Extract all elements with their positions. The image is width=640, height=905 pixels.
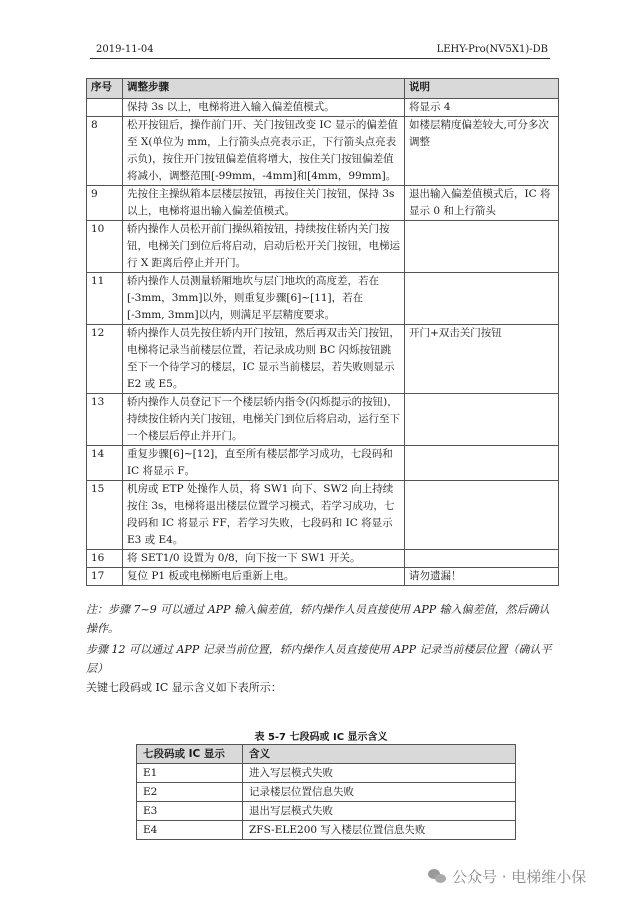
step-text: 机房或 ETP 处操作人员，将 SW1 向下、SW2 向上持续按住 3s，电梯将退出楼层位置学习模式，若学习成功，七段码和 IC 将显示 FF，若学习失败，七段码和 IC 将显示 E3 或 E4。 <box>123 481 405 550</box>
step-text: 将 SET1/0 设置为 0/8，向下按一下 SW1 开关。 <box>123 550 405 568</box>
display-code: E1 <box>137 764 243 783</box>
watermark <box>428 866 586 887</box>
step-number <box>87 99 123 117</box>
step-text: 轿内操作人员测量轿厢地坎与层门地坎的高度差，若在[-3mm，3mm]以外，则重复步骤[6]~[11]，若在[-3mm, 3mm]以内，则满足平层精度要求。 <box>123 273 405 325</box>
display-meaning: ZFS-ELE200 写入楼层位置信息失败 <box>243 821 516 840</box>
page-header <box>96 44 548 55</box>
col-header-code: 七段码或 IC 显示 <box>137 745 243 764</box>
header-date: 2019-11-04 <box>96 44 154 55</box>
table-row <box>87 568 559 586</box>
table-row <box>87 325 559 394</box>
sub-table-intro: 关键七段码或 IC 显示含义如下表所示： <box>86 681 282 694</box>
step-number: 15 <box>87 481 123 550</box>
wechat-icon <box>428 869 446 885</box>
step-text: 保持 3s 以上，电梯将进入输入偏差值模式。 <box>123 99 405 117</box>
step-note <box>405 481 559 550</box>
step-note: 开门+双击关门按钮 <box>405 325 559 394</box>
header-doc-id: LEHY-Pro(NV5X1)-DB <box>436 44 548 55</box>
step-number: 16 <box>87 550 123 568</box>
table-row <box>87 186 559 221</box>
step-note: 退出输入偏差值模式后，IC 将显示 0 和上行箭头 <box>405 186 559 221</box>
step-number: 13 <box>87 394 123 446</box>
step-note: 将显示 4 <box>405 99 559 117</box>
step-note <box>405 273 559 325</box>
note-app-record: 步骤 12 可以通过 APP 记录当前位置，轿内操作人员直接使用 APP 记录当前楼层位置（确认平层） <box>86 643 552 675</box>
step-note <box>405 550 559 568</box>
display-code: E3 <box>137 802 243 821</box>
step-number: 9 <box>87 186 123 221</box>
adjustment-steps-table <box>86 78 559 586</box>
step-number: 17 <box>87 568 123 586</box>
table-row <box>87 481 559 550</box>
display-meaning: 进入写层模式失败 <box>243 764 516 783</box>
display-meaning: 记录楼层位置信息失败 <box>243 783 516 802</box>
step-text: 松开按钮后，操作前门开、关门按钮改变 IC 显示的偏差值至 X(单位为 mm，上行箭头点亮表示正，下行箭头点亮表示负)，按住开门按钮偏差值将增大，按住关门按钮偏差值将减小，调整范围[-99mm，-4mm]和[4mm，99mm]。 <box>123 117 405 186</box>
step-number: 11 <box>87 273 123 325</box>
step-note: 请勿遗漏！ <box>405 568 559 586</box>
step-number: 12 <box>87 325 123 394</box>
step-text: 重复步骤[6]~[12]，直至所有楼层都学习成功，七段码和 IC 将显示 F。 <box>123 446 405 481</box>
table-row <box>137 802 516 821</box>
col-header-note: 说明 <box>405 79 559 99</box>
step-text: 先按住主操纵箱本层楼层按钮，再按住关门按钮，保持 3s 以上，电梯将退出输入偏差值模式。 <box>123 186 405 221</box>
table-row <box>87 394 559 446</box>
step-text: 轿内操作人员松开前门操纵箱按钮，持续按住轿内关门按钮，电梯关门到位后将启动，启动后松开关门按钮，电梯运行 X 距离后停止并开门。 <box>123 221 405 273</box>
table-row <box>87 221 559 273</box>
col-header-step: 调整步骤 <box>123 79 405 99</box>
header-rule <box>90 58 550 59</box>
table-row <box>87 550 559 568</box>
note-apt-offset: 注：步骤 7~9 可以通过 APP 输入偏差值，轿内操作人员直接使用 APP 输入偏差值，然后确认操作。 <box>86 603 550 635</box>
table-row <box>137 821 516 840</box>
table-header-row <box>137 745 516 764</box>
display-code: E4 <box>137 821 243 840</box>
step-number: 8 <box>87 117 123 186</box>
table-header-row <box>87 79 559 99</box>
col-header-no: 序号 <box>87 79 123 99</box>
step-note <box>405 394 559 446</box>
display-meaning-table <box>136 744 516 840</box>
display-meaning: 退出写层模式失败 <box>243 802 516 821</box>
step-note <box>405 221 559 273</box>
step-text: 轿内操作人员登记下一个楼层轿内指令(闪烁提示的按钮)，持续按住轿内关门按钮，电梯关门到位后将启动，运行至下一个楼层后停止并开门。 <box>123 394 405 446</box>
step-text: 复位 P1 板或电梯断电后重新上电。 <box>123 568 405 586</box>
display-code: E2 <box>137 783 243 802</box>
sub-table-caption: 表 5-7 七段码或 IC 显示含义 <box>254 732 388 743</box>
table-row <box>87 99 559 117</box>
watermark-text: 公众号 · 电梯维小保 <box>452 868 587 886</box>
table-row <box>87 273 559 325</box>
col-header-meaning: 含义 <box>243 745 516 764</box>
table-row <box>137 783 516 802</box>
table-row <box>87 446 559 481</box>
table-row <box>137 764 516 783</box>
step-text: 轿内操作人员先按住轿内开门按钮，然后再双击关门按钮，电梯将记录当前楼层位置，若记录成功则 BC 闪烁按钮跳至下一个待学习的楼层，IC 显示当前楼层，若失败则显示 E2 或 E5。 <box>123 325 405 394</box>
step-note: 如楼层精度偏差较大,可分多次调整 <box>405 117 559 186</box>
step-number: 14 <box>87 446 123 481</box>
step-note <box>405 446 559 481</box>
step-number: 10 <box>87 221 123 273</box>
table-row <box>87 117 559 186</box>
